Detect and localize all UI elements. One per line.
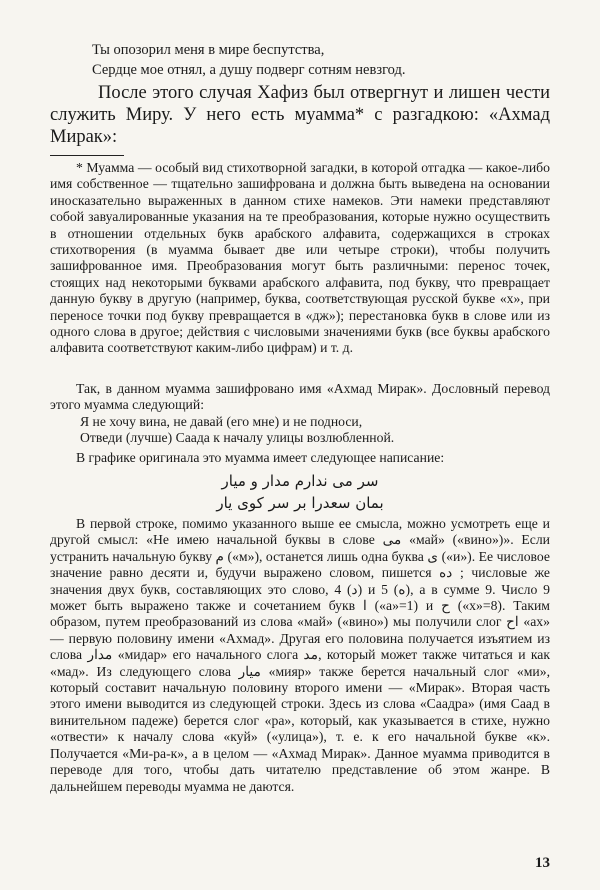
footnote-paragraph-1: * Муамма — особый вид стихотворной загадки, в которой отгадка — какое-либо имя собственное — тщательно зашифрована и должна быть выведена на основании иносказательно выраженных в данном стихе намеков. Эти намеки представляют собой завуалированные указания на те преобразования, которые нужно осуществить в отношении отдельных букв арабского алфавита, содержащихся в строках стихотворения (в муамма бывает две или четыре строки), чтобы получить зашифрованное имя. Преобразования могут быть различными: перенос точек, стоящих над некоторыми буквами арабского алфавита, под букву, что превращает данную букву в другую (например, буква, соответствующая русской букве «х», при переносе точки под букву превращается в «дж»); перестановка букв в слове или из одного слова в другое; действия с числовыми значениями букв (все буквы арабского алфавита соответствуют каким-либо цифрам) и т. д. (50, 160, 550, 356)
translation-line-1: Я не хочу вина, не давай (его мне) и не подноси, (80, 414, 363, 429)
footnote-divider (50, 155, 124, 156)
footnote-paragraph-4: В первой строке, помимо указанного выше ее смысла, можно усмотреть еще и другой смысл: «Не имею начальной буквы в слове ﻣﻰ «май» («вино»)». Если устранить начальную букву ﻡ («м»), останется лишь одна буква ﻯ («и»). Ее числовое значение равно десяти и, будучи выражено словом, пишется ده ; числовые же значения двух букв, составляющих это слово, 4 (د) и 5 (ه), а в сумме 9. Число 9 может быть выражено также и сочетанием букв ا («а»=1) и ﺡ («х»=8). Таким образом, путем преобразований из слова «май» («вино») мы получили слог اح «ах» — первую половину имени «Ахмад». Другая его половина получается изъятием из слова مدار «мидар» его начального слога مد, который может также читаться и как «мад». Из следующего слова میار «мияр» также берется начальный слог «ми», который составит начальную половину второго имени — «Мирак». Вторая часть этого имени выводится из следующей строки. Здесь из слова «Саадра» (имя Саад в винительном падеже) берется слог «ра», который, как указывается в стихе, нужно «отвести» к началу слова «куй» («улица»), т. е. к его начальной букве «к». Получается «Ми-ра-к», а в целом — «Ахмад Мирак». Данное муамма приводится в переводе для того, чтобы дать читателю представление об этом жанре. В дальнейшем переводы муамма не даются. (50, 516, 551, 794)
verse-line-2: Сердце мое отнял, а душу подверг сотням невзгод. (92, 62, 406, 78)
arabic-verse (150, 470, 450, 514)
footnote-paragraph-3: В графике оригинала это муамма имеет следующее написание: (76, 450, 445, 465)
verse-line-1: Ты опозорил меня в мире беспутства, (92, 42, 325, 58)
arabic-line-1: سر می ندارم مدار و میار (221, 472, 379, 490)
main-paragraph: После этого случая Хафиз был отвергнут и лишен чести служить Миру. У него есть муамма* с разгадкою: «Ахмад Мирак»: (50, 83, 550, 147)
page-number: 13 (535, 855, 550, 871)
translation-verse (80, 414, 550, 447)
footnote-paragraph-2: Так, в данном муамма зашифровано имя «Ахмад Мирак». Дословный перевод этого муамма следующий: (50, 381, 550, 413)
verse-top (92, 40, 406, 80)
translation-line-2: Отведи (лучше) Саада к началу улицы возлюбленной. (80, 430, 395, 446)
arabic-line-2: بمان سعدرا بر سر کوی یار (216, 494, 384, 512)
